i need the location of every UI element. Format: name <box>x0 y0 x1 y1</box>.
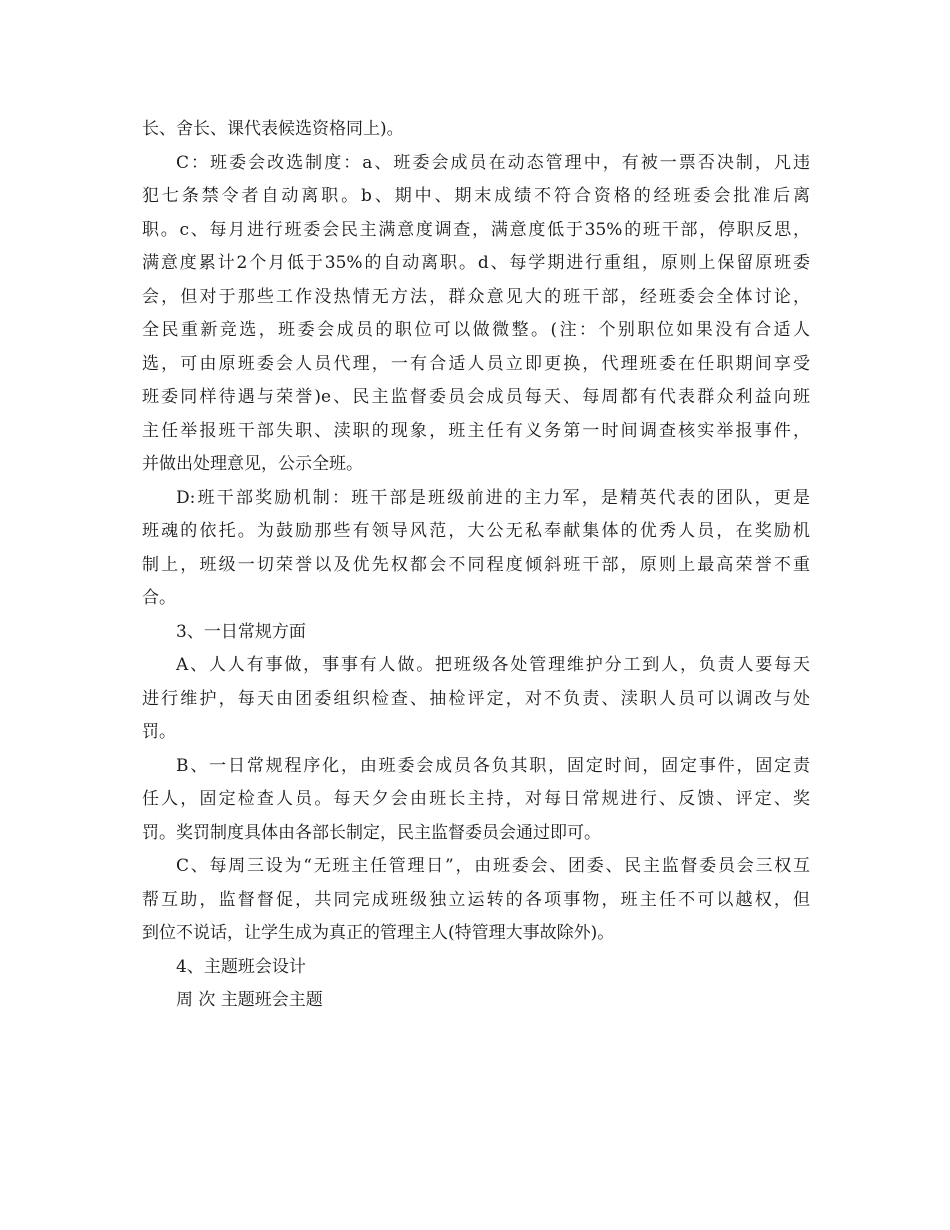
text-line: 周 次 主题班会主题 <box>176 990 323 1010</box>
text-line: 进行维护，每天由团委组织检查、抽检评定，对不负责、渎职人员可以调改与处 <box>142 688 810 709</box>
text-line: 任人，固定检查人员。每天夕会由班长主持，对每日常规进行、反馈、评定、奖 <box>142 789 810 809</box>
text-line: 班魂的依托。为鼓励那些有领导风范，大公无私奉献集体的优秀人员，在奖励机 <box>142 521 810 541</box>
text-line: D:班干部奖励机制：班干部是班级前进的主力军，是精英代表的团队，更是 <box>176 487 810 508</box>
text-line: 犯七条禁令者自动离职。b、期中、期末成绩不符合资格的经班委会批准后离 <box>142 186 810 206</box>
text-line: 班委同样待遇与荣誉)e、民主监督委员会成员每天、每周都有代表群众利益向班 <box>142 387 810 407</box>
text-line: C：班委会改选制度：a、班委会成员在动态管理中，有被一票否决制，凡违 <box>176 152 810 173</box>
text-line: 全民重新竞选，班委会成员的职位可以做微整。(注：个别职位如果没有合适人 <box>142 320 810 340</box>
text-line: 4、主题班会设计 <box>176 956 306 977</box>
text-line: A、人人有事做，事事有人做。把班级各处管理维护分工到人，负责人要每天 <box>176 655 810 675</box>
text-line: 罚。奖罚制度具体由各部长制定，民主监督委员会通过即可。 <box>142 822 601 843</box>
text-line: 主任举报班干部失职、渎职的现象，班主任有义务第一时间调查核实举报事件， <box>142 420 810 441</box>
text-line: 选，可由原班委会人员代理，一有合适人员立即更换，代理班委在任职期间享受 <box>142 353 810 374</box>
text-line: 制上，班级一切荣誉以及优先权都会不同程度倾斜班干部，原则上最高荣誉不重 <box>142 554 810 575</box>
text-line: 合。 <box>142 588 176 608</box>
text-line: 并做出处理意见，公示全班。 <box>142 454 363 474</box>
text-line: 帮互助，监督督促，共同完成班级独立运转的各项事物，班主任不可以越权，但 <box>142 889 810 910</box>
text-line: 罚。 <box>142 722 176 742</box>
document-body <box>142 113 810 1018</box>
text-line: 会，但对于那些工作没热情无方法，群众意见大的班干部，经班委会全体讨论， <box>142 286 810 307</box>
text-line: 职。c、每月进行班委会民主满意度调查，满意度低于35%的班干部，停职反思， <box>142 219 810 240</box>
text-line: 3、一日常规方面 <box>176 621 306 642</box>
text-line: C、每周三设为“无班主任管理日”，由班委会、团委、民主监督委员会三权互 <box>176 856 810 876</box>
text-line: 满意度累计2个月低于35%的自动离职。d、每学期进行重组，原则上保留原班委 <box>142 253 810 273</box>
text-line: 到位不说话，让学生成为真正的管理主人(特管理大事故除外)。 <box>142 923 615 943</box>
text-line: 长、舍长、课代表候选资格同上)。 <box>142 119 404 139</box>
text-line: B、一日常规程序化，由班委会成员各负其职，固定时间，固定事件，固定责 <box>176 755 810 776</box>
